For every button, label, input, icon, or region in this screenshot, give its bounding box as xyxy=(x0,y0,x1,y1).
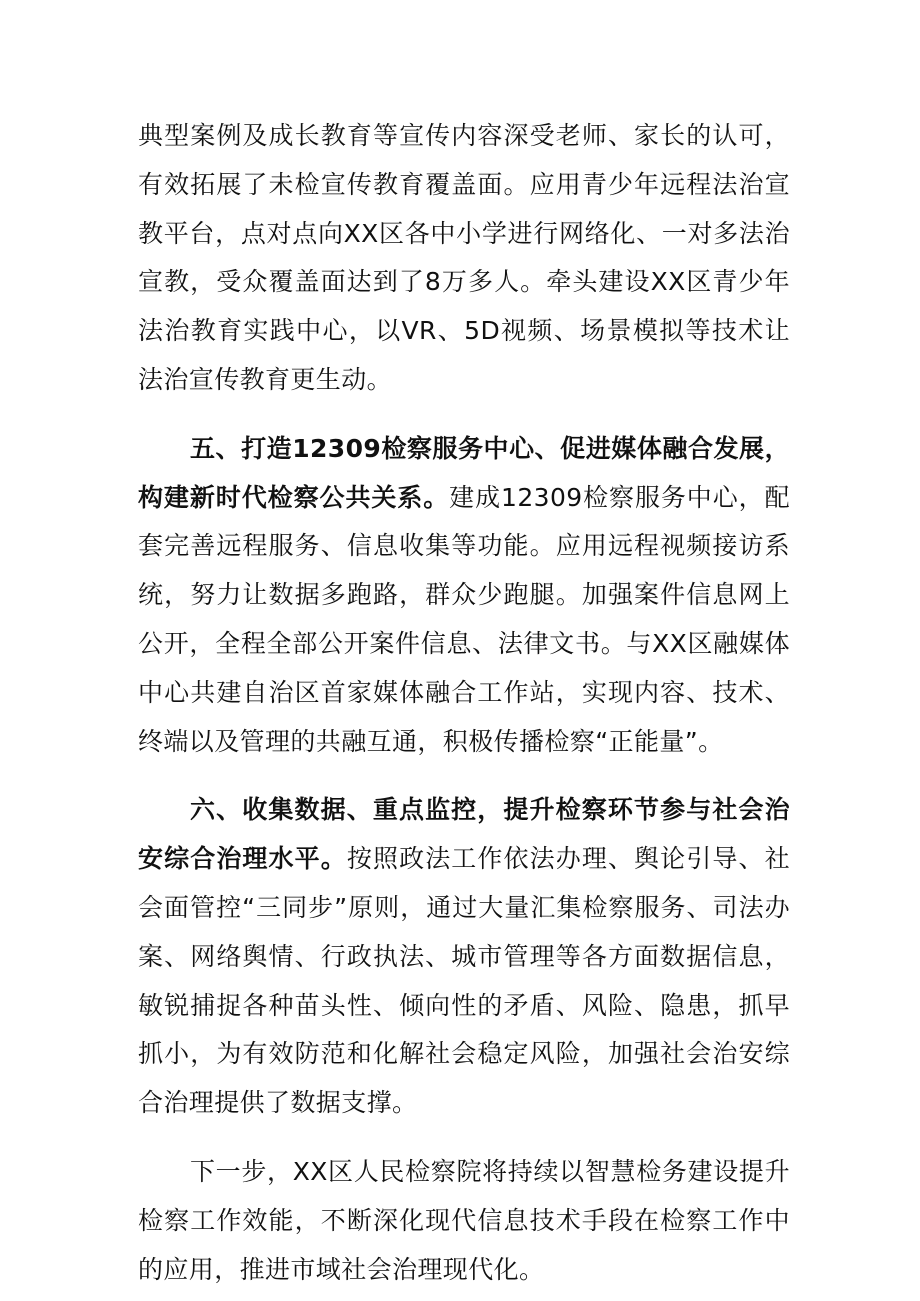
paragraph-text: 按照政法工作依法办理、舆论引导、社会面管控“三同步”原则，通过大量汇集检察服务、司法办案、网络舆情、行政执法、城市管理等各方面数据信息，敏锐捕捉各种苗头性、倾向性的矛盾、风险、隐患，抓早抓小，为有效防范和化解社会稳定风险，加强社会治安综合治理提供了数据支撑。 xyxy=(138,844,790,1118)
paragraph-section-six xyxy=(138,786,790,1128)
paragraph-text: 建成12309检察服务中心，配套完善远程服务、信息收集等功能。应用远程视频接访系统，努力让数据多跑路，群众少跑腿。加强案件信息网上公开，全程全部公开案件信息、法律文书。与XX区融媒体中心共建自治区首家媒体融合工作站，实现内容、技术、终端以及管理的共融互通，积极传播检察“正能量”。 xyxy=(138,482,790,756)
paragraph-text: 下一步，XX区人民检察院将持续以智慧检务建设提升检察工作效能，不断深化现代信息技术手段在检察工作中的应用，推进市域社会治理现代化。 xyxy=(138,1156,790,1284)
section-six-heading: 六、收集数据、重点监控，提升检察环节参与社会治安综合治理水平。 xyxy=(138,795,790,874)
paragraph-section-five xyxy=(138,425,790,767)
document-body xyxy=(138,112,790,1294)
paragraph-next-steps xyxy=(138,1148,790,1294)
paragraph-continuation xyxy=(138,112,790,405)
paragraph-text: 典型案例及成长教育等宣传内容深受老师、家长的认可，有效拓展了未检宣传教育覆盖面。应用青少年远程法治宣教平台，点对点向XX区各中小学进行网络化、一对多法治宣教，受众覆盖面达到了8万多人。牵头建设XX区青少年法治教育实践中心，以VR、5D视频、场景模拟等技术让法治宣传教育更生动。 xyxy=(138,121,790,394)
section-five-heading: 五、打造12309检察服务中心、促进媒体融合发展，构建新时代检察公共关系。 xyxy=(138,433,790,512)
